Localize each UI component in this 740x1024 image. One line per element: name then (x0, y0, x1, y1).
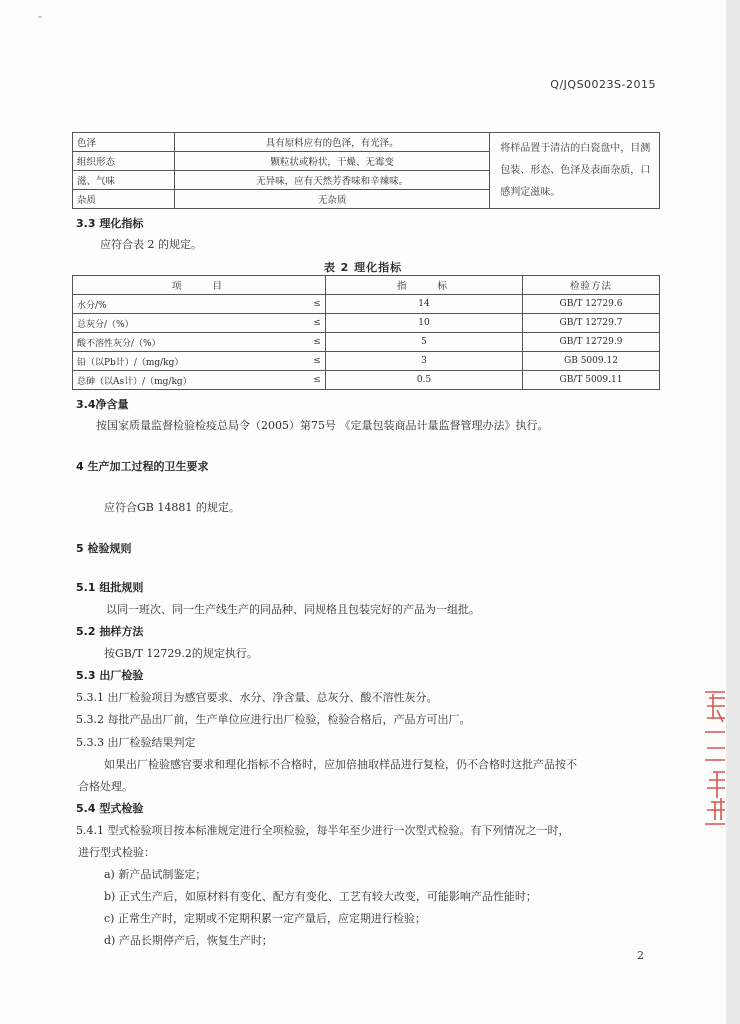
clause-5-3-3-text-cont: 合格处理。 (78, 780, 133, 793)
sensory-item: 组织形态 (73, 152, 175, 171)
operator: ≤ (309, 295, 326, 314)
list-item: a) 新产品试制鉴定； (104, 868, 207, 881)
column-header-item: 项 目 (73, 276, 326, 295)
clause-5-4-1-cont: 进行型式检验： (78, 846, 155, 859)
sensory-requirement: 具有原料应有的色泽，有光泽。 (174, 133, 489, 152)
table-row (73, 333, 660, 352)
sensory-requirement: 无杂质 (174, 190, 489, 209)
sensory-item: 滋、气味 (73, 171, 175, 190)
test-method: GB/T 12729.9 (523, 333, 660, 352)
list-item: b) 正式生产后，如原材料有变化、配方有变化、工艺有较大改变，可能影响产品性能时； (104, 890, 537, 903)
table-row (73, 371, 660, 390)
item-name: 总灰分/（%） (73, 314, 310, 333)
page-number: 2 (637, 949, 644, 962)
list-item: c) 正常生产时，定期或不定期积累一定产量后，应定期进行检验； (104, 912, 426, 925)
clause-5-3-3-text: 如果出厂检验感官要求和理化指标不合格时，应加倍抽取样品进行复检，仍不合格时这批产品按不 (104, 758, 577, 771)
test-method: GB 5009.12 (523, 352, 660, 371)
clause-5-3-3: 5.3.3 出厂检验结果判定 (76, 736, 196, 749)
column-header-method: 检验方法 (523, 276, 660, 295)
table-row (73, 295, 660, 314)
item-name: 酸不溶性灰分/（%） (73, 333, 310, 352)
operator: ≤ (309, 371, 326, 390)
clause-5-4-1: 5.4.1 型式检验项目按本标准规定进行全项检验，每半年至少进行一次型式检验。有下列情况之一时， (76, 824, 570, 837)
section-text-4: 应符合GB 14881 的规定。 (104, 501, 240, 514)
test-method: GB/T 12729.6 (523, 295, 660, 314)
index-value: 0.5 (326, 371, 523, 390)
table-header-row (73, 276, 660, 295)
table-row (73, 352, 660, 371)
column-header-index: 指 标 (326, 276, 523, 295)
sensory-requirement: 颗粒状或粉状，干燥、无霉变 (174, 152, 489, 171)
scan-margin (726, 0, 740, 1024)
section-heading-5-2: 5.2 抽样方法 (76, 625, 144, 638)
sensory-requirement: 无异味，应有天然芳香味和辛辣味。 (174, 171, 489, 190)
sensory-table (72, 132, 660, 209)
index-value: 10 (326, 314, 523, 333)
list-item: d) 产品长期停产后，恢复生产时； (104, 934, 273, 947)
index-value: 5 (326, 333, 523, 352)
sensory-method: 将样品置于清洁的白瓷盘中，目测包装、形态、色泽及表面杂质，口感判定滋味。 (490, 133, 660, 209)
clause-5-3-2: 5.3.2 每批产品出厂前，生产单位应进行出厂检验，检验合格后，产品方可出厂。 (76, 713, 471, 726)
test-method: GB/T 5009.11 (523, 371, 660, 390)
document-code: Q/JQS0023S-2015 (550, 78, 656, 91)
section-text-3-3: 应符合表 2 的规定。 (100, 238, 202, 251)
clause-5-3-1: 5.3.1 出厂检验项目为感官要求、水分、净含量、总灰分、酸不溶性灰分。 (76, 691, 438, 704)
official-seal-stamp (703, 688, 725, 828)
item-name: 铅（以Pb计）/（mg/kg） (73, 352, 310, 371)
item-name: 水分/% (73, 295, 310, 314)
section-heading-3-4: 3.4净含量 (76, 398, 129, 411)
physicochemical-table (72, 275, 660, 390)
scan-speck (38, 16, 42, 18)
section-text-3-4: 按国家质量监督检验检疫总局令（2005）第75号 《定量包装商品计量监督管理办法》执行。 (96, 419, 549, 432)
section-text-5-1: 以同一班次、同一生产线生产的同品种、同规格且包装完好的产品为一组批。 (106, 603, 480, 616)
section-heading-5-4: 5.4 型式检验 (76, 802, 144, 815)
operator: ≤ (309, 314, 326, 333)
table-row (73, 133, 660, 152)
sensory-item: 色泽 (73, 133, 175, 152)
section-heading-4: 4 生产加工过程的卫生要求 (76, 460, 209, 473)
section-text-5-2: 按GB/T 12729.2的规定执行。 (104, 647, 258, 660)
item-name: 总砷（以As计）/（mg/kg） (73, 371, 310, 390)
section-heading-3-3: 3.3 理化指标 (76, 217, 144, 230)
section-heading-5-1: 5.1 组批规则 (76, 581, 144, 594)
section-heading-5-3: 5.3 出厂检验 (76, 669, 144, 682)
table-2-title: 表 2 理化指标 (323, 261, 403, 274)
operator: ≤ (309, 352, 326, 371)
table-row (73, 314, 660, 333)
test-method: GB/T 12729.7 (523, 314, 660, 333)
section-heading-5: 5 检验规则 (76, 542, 132, 555)
sensory-item: 杂质 (73, 190, 175, 209)
index-value: 3 (326, 352, 523, 371)
operator: ≤ (309, 333, 326, 352)
index-value: 14 (326, 295, 523, 314)
